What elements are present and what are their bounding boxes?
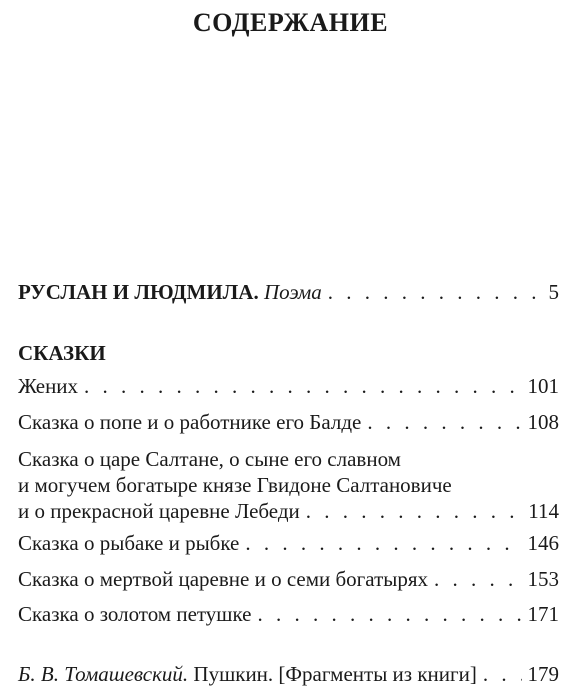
dot-leader	[257, 601, 521, 627]
toc-entry-title-line: Сказка о царе Салтане, о сыне его славном	[18, 447, 401, 471]
page-title: СОДЕРЖАНИЕ	[192, 8, 389, 37]
poem-genre: Поэма	[263, 280, 322, 304]
dot-leader	[306, 498, 522, 524]
toc-entry-multiline	[18, 446, 559, 524]
toc-entry	[18, 530, 559, 556]
toc-entry	[18, 566, 559, 592]
dot-leader	[367, 409, 521, 435]
page-number: 146	[527, 531, 559, 555]
page-number: 171	[527, 602, 559, 626]
dot-leader	[434, 566, 521, 592]
poem-title: РУСЛАН И ЛЮДМИЛА.	[18, 280, 259, 304]
section-heading-tales: СКАЗКИ	[18, 341, 106, 365]
toc-entry	[18, 373, 559, 399]
dot-leader	[328, 279, 543, 305]
dot-leader	[245, 530, 521, 556]
page-number: 5	[548, 280, 559, 304]
toc-entry-title-line: и о прекрасной царевне Лебеди	[18, 499, 300, 523]
toc-entry	[18, 601, 559, 627]
page-number: 101	[527, 374, 559, 398]
page-number: 179	[527, 662, 559, 686]
page-number: 108	[527, 410, 559, 434]
dot-leader	[483, 661, 522, 687]
toc-entry-title: Сказка о мертвой царевне и о семи богатырях	[18, 567, 429, 591]
toc-entry-title: Сказка о попе и о работнике его Балде	[18, 410, 362, 434]
toc-entry	[18, 409, 559, 435]
toc-entry-title-line: и могучем богатыре князе Гвидоне Салтановиче	[18, 473, 452, 497]
essay-author: Б. В. Томашевский.	[18, 662, 189, 686]
page-number: 114	[528, 499, 559, 523]
essay-title: Пушкин. [Фрагменты из книги]	[193, 662, 477, 686]
dot-leader	[84, 373, 521, 399]
toc-entry-title: Сказка о золотом петушке	[18, 602, 252, 626]
toc-entry-title	[18, 661, 477, 687]
toc-entry-essay	[18, 661, 559, 687]
page-number: 153	[527, 567, 559, 591]
toc-entry-ruslan	[18, 279, 559, 305]
toc-entry-title: Сказка о рыбаке и рыбке	[18, 531, 240, 555]
toc-entry-title: Жених	[18, 374, 79, 398]
toc-entry-title	[18, 279, 322, 305]
